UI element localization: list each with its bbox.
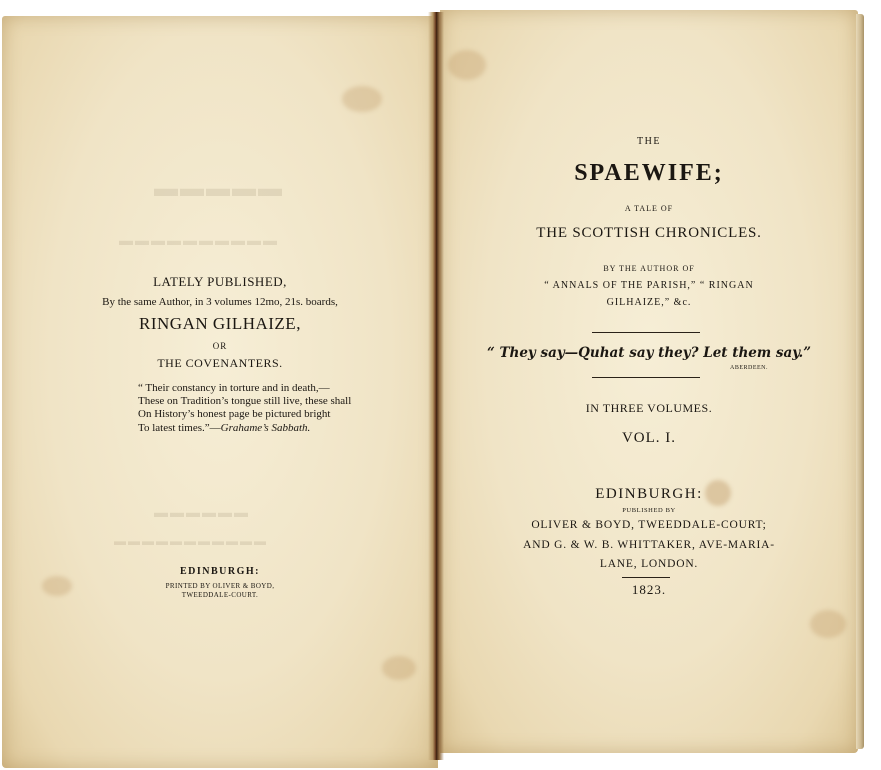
publisher-line-2: AND G. & W. B. WHITTAKER, AVE-MARIA- xyxy=(523,539,775,551)
foxing-spot xyxy=(342,86,382,112)
bleed-through: ▬▬▬▬▬▬ xyxy=(152,506,248,521)
imprint-printer: PRINTED BY OLIVER & BOYD, xyxy=(165,582,275,590)
published-by: PUBLISHED BY xyxy=(622,507,676,514)
imprint-address: TWEEDDALE-COURT. xyxy=(181,591,259,599)
book-spine xyxy=(428,12,444,760)
left-page xyxy=(2,16,438,768)
same-author-line: By the same Author, in 3 volumes 12mo, 21s. boards, xyxy=(102,296,338,308)
title-the: THE xyxy=(637,136,661,147)
ringan-gilhaize-title: RINGAN GILHAIZE, xyxy=(139,314,301,333)
vol-one: VOL. I. xyxy=(621,430,677,446)
quote-line-text: To latest times.”— xyxy=(138,421,221,434)
rule-bottom xyxy=(592,377,700,378)
epigraph-source: ABERDEEN. xyxy=(730,365,768,371)
publisher-line-3: LANE, LONDON. xyxy=(599,558,699,570)
quote-line: These on Tradition’s tongue still live, these shall xyxy=(138,395,352,408)
epigraph: “ They say—Quhat say they? Let them say.” xyxy=(487,345,811,361)
edinburgh: EDINBURGH: xyxy=(595,486,703,502)
in-three-volumes: IN THREE VOLUMES. xyxy=(585,401,713,415)
title-spaewife: SPAEWIFE; xyxy=(574,160,724,186)
tale-of: A TALE OF xyxy=(624,204,674,213)
foxing-spot xyxy=(810,610,846,638)
quote-source: Grahame’s Sabbath. xyxy=(220,421,311,434)
imprint-city: EDINBURGH: xyxy=(179,566,260,577)
year-rule xyxy=(622,577,670,578)
publisher-line-1: OLIVER & BOYD, TWEEDDALE-COURT; xyxy=(531,519,767,531)
foxing-spot xyxy=(382,656,416,680)
quote-block xyxy=(138,382,351,435)
foxing-spot xyxy=(448,50,486,80)
author-works-line-1: “ ANNALS OF THE PARISH,” “ RINGAN xyxy=(544,280,754,291)
by-author-of: BY THE AUTHOR OF xyxy=(603,264,695,273)
author-works-line-2: GILHAIZE,” &c. xyxy=(606,297,692,308)
page-edge xyxy=(856,14,864,749)
bleed-through: ▬▬▬▬▬ xyxy=(152,176,282,202)
bleed-through: ▬▬▬▬▬▬▬▬▬▬▬ xyxy=(112,534,266,548)
or-word: OR xyxy=(212,341,228,351)
scottish-chronicles: THE SCOTTISH CHRONICLES. xyxy=(536,225,762,241)
lately-published-heading: LATELY PUBLISHED, xyxy=(153,274,287,289)
bleed-through: ▬▬▬▬▬▬▬▬▬▬ xyxy=(117,234,277,249)
rule-top xyxy=(592,332,700,333)
covenanters-subtitle: THE COVENANTERS. xyxy=(157,356,283,370)
year: 1823. xyxy=(631,582,667,597)
quote-line xyxy=(138,422,351,435)
right-page xyxy=(440,10,858,753)
quote-line: On History’s honest page be pictured bright xyxy=(138,408,331,421)
quote-line: “ Their constancy in torture and in death,— xyxy=(138,382,330,394)
